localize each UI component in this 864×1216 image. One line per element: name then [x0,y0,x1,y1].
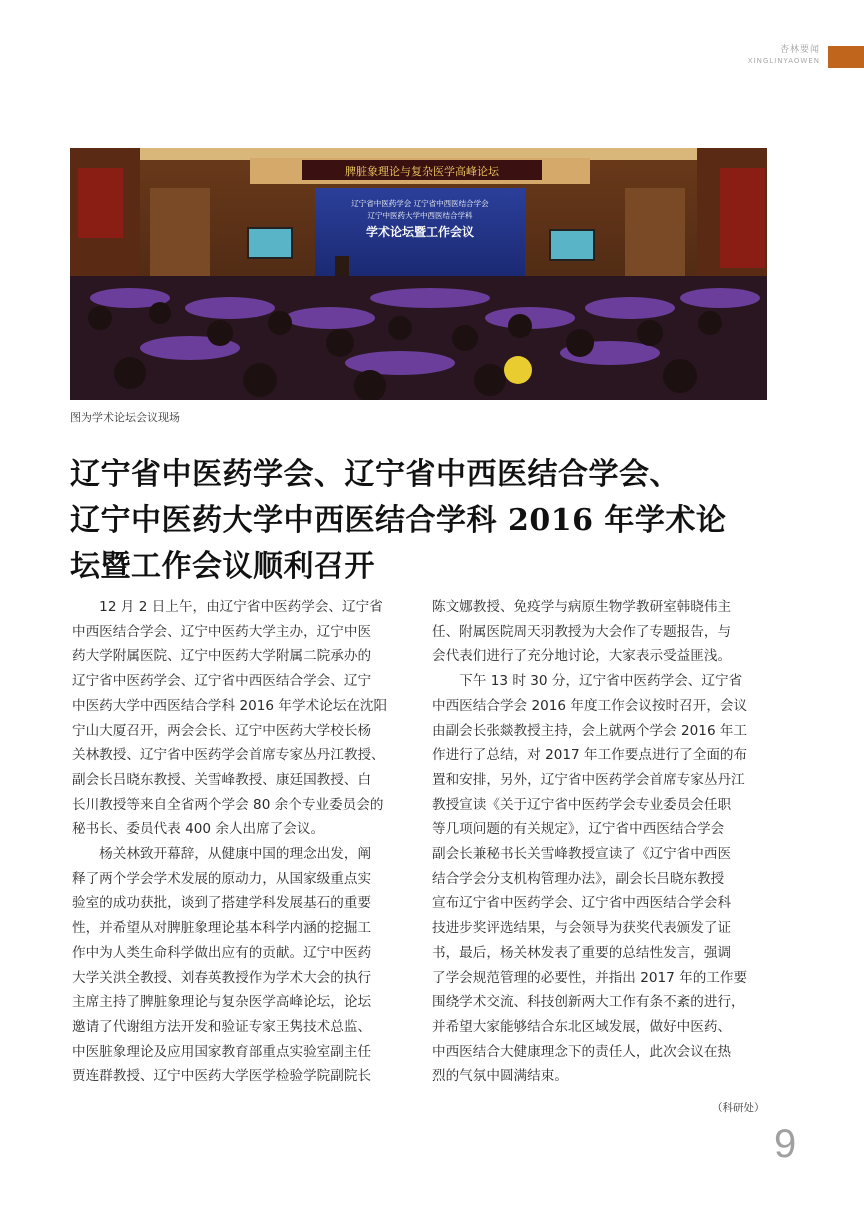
text-line: 辽宁省中医药学会、辽宁省中西医结合学会、辽宁 [72,673,372,690]
text-line: 宁山大厦召开，两会会长、辽宁中医药大学校长杨 [72,722,372,739]
text-line: 烈的气氛中圆满结束。 [432,1068,568,1085]
photo-caption: 图为学术论坛会议现场 [70,411,180,424]
text-line: 结合学会分支机构管理办法》，副会长吕晓东教授 [432,870,725,887]
text-line: 12 月 2 日上午，由辽宁省中医药学会、辽宁省 [72,599,383,615]
screen-title: 学术论坛暨工作会议 [365,225,475,239]
banner-text: 脾脏象理论与复杂医学高峰论坛 [345,165,499,178]
text-line: 中西医结合学会 2016 年度工作会议按时召开，会议 [432,697,748,714]
text-line: 性，并希望从对脾脏象理论基本科学内涵的挖掘工 [72,920,372,937]
text-line: 验室的成功获批，谈到了搭建学科发展基石的重要 [72,895,372,912]
title-line: 辽宁省中医药学会、辽宁省中西医结合学会、 [70,457,680,492]
title-line: 坛暨工作会议顺利召开 [70,549,375,584]
text-line: 下午 13 时 30 分，辽宁省中医药学会、辽宁省 [432,673,743,690]
text-line: 药大学附属医院、辽宁中医药大学附属二院承办的 [72,648,372,665]
text-line: 副会长吕晓东教授、关雪峰教授、康廷国教授、白 [72,771,372,788]
text-line: 中医脏象理论及应用国家教育部重点实验室副主任 [72,1043,372,1060]
screen-line-1: 辽宁省中医药学会 辽宁省中西医结合学会 [351,199,489,208]
header-accent-bar [828,46,864,68]
text-line: 大学关洪全教授、刘春英教授作为学术大会的执行 [72,969,372,986]
section-title: 杏林要闻 [779,45,820,55]
text-line: 技进步奖评选结果，与会领导为获奖代表颁发了证 [432,920,732,937]
text-line: 秘书长、委员代表 400 余人出席了会议。 [72,821,325,838]
article-paragraph [72,842,412,1089]
article-paragraph [72,595,412,842]
article-column-left [72,595,412,1089]
text-line: 作进行了总结，对 2017 年工作要点进行了全面的布 [432,747,748,764]
article-paragraph [432,595,777,669]
section-header [748,44,820,66]
article-source: （科研处） [712,1102,765,1114]
text-line: 会代表们进行了充分地讨论，大家表示受益匪浅。 [432,648,732,665]
text-line: 中西医结合学会、辽宁中医药大学主办，辽宁中医 [72,623,372,640]
text-line: 陈文娜教授、免疫学与病原生物学教研室韩晓伟主 [432,599,732,615]
text-line: 了学会规范管理的必要性，并指出 2017 年的工作要 [432,969,748,986]
text-line: 围绕学术交流、科技创新两大工作有条不紊的进行， [432,994,745,1011]
text-line: 置和安排，另外，辽宁省中医药学会首席专家丛丹江 [432,771,745,788]
text-line: 杨关林致开幕辞，从健康中国的理念出发，阐 [72,846,372,863]
section-subtitle: XINGLINYAOWEN [747,57,820,65]
text-line: 教授宣读《关于辽宁省中医药学会专业委员会任职 [432,796,732,813]
text-line: 关林教授、辽宁省中医药学会首席专家丛丹江教授、 [72,747,385,764]
text-line: 贾连群教授、辽宁中医药大学医学检验学院副院长 [72,1068,372,1085]
screen-line-2: 辽宁中医药大学中西医结合学科 [367,211,473,220]
article-column-right [432,595,777,1089]
title-line: 辽宁中医药大学中西医结合学科 2016 年学术论 [70,503,727,538]
text-line: 副会长兼秘书长关雪峰教授宣读了《辽宁省中西医 [432,846,732,863]
text-line: 书，最后，杨关林发表了重要的总结性发言，强调 [432,944,732,961]
article-title [70,452,800,590]
page-number: 9 [774,1122,797,1166]
conference-photo [70,148,767,400]
text-line: 宣布辽宁省中医药学会、辽宁省中西医结合学会科 [432,895,732,912]
text-line: 并希望大家能够结合东北区域发展，做好中医药、 [432,1018,732,1035]
text-line: 中西医结合大健康理念下的责任人，此次会议在热 [432,1043,732,1060]
text-line: 释了两个学会学术发展的原动力，从国家级重点实 [72,870,372,887]
text-line: 任、附属医院周天羽教授为大会作了专题报告，与 [432,623,732,640]
text-line: 长川教授等来自全省两个学会 80 余个专业委员会的 [72,796,384,813]
article-paragraph [432,669,777,1089]
text-line: 邀请了代谢组方法开发和验证专家王隽技术总监、 [72,1018,372,1035]
text-line: 作中为人类生命科学做出应有的贡献。辽宁中医药 [72,944,372,961]
text-line: 等几项问题的有关规定》，辽宁省中西医结合学会 [432,821,725,838]
text-line: 主席主持了脾脏象理论与复杂医学高峰论坛，论坛 [72,994,372,1011]
text-line: 由副会长张燚教授主持，会上就两个学会 2016 年工 [432,722,748,739]
text-line: 中医药大学中西医结合学科 2016 年学术论坛在沈阳 [72,697,388,714]
